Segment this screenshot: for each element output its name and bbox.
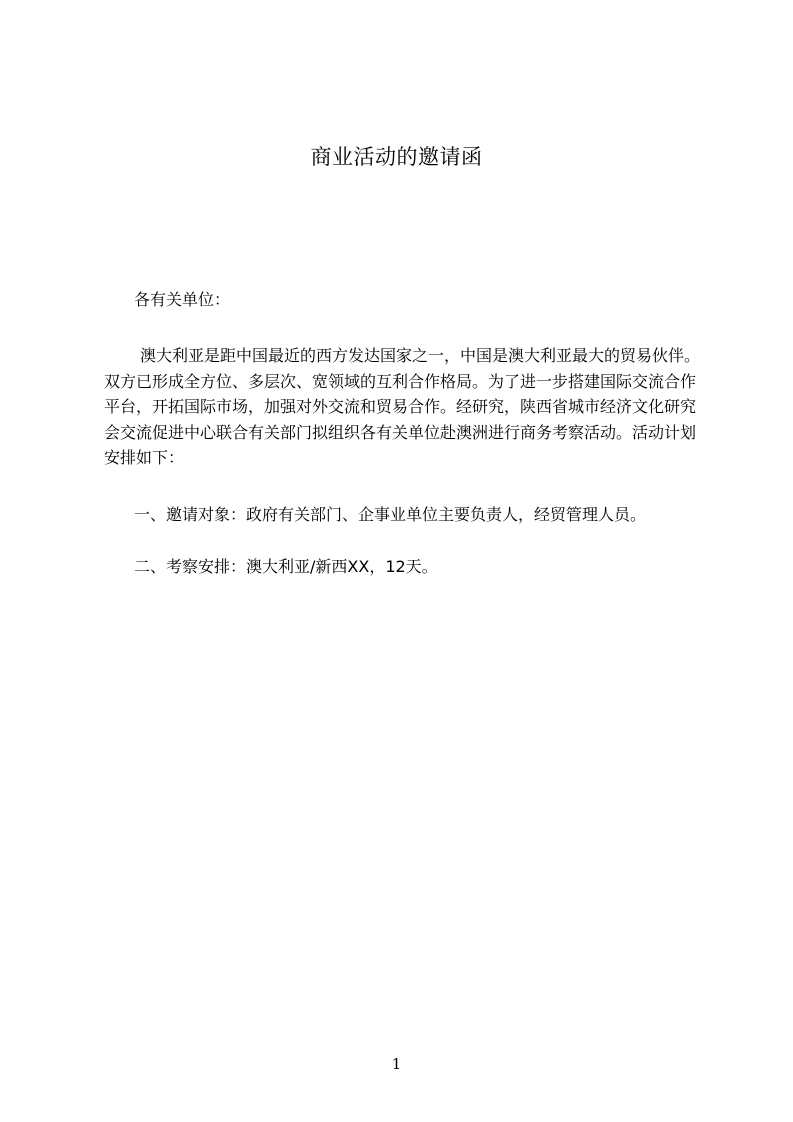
salutation: 各有关单位： <box>134 290 231 309</box>
body-line: 安排如下： <box>104 448 185 467</box>
page-title: 商业活动的邀请函 <box>310 145 483 169</box>
body-line: 平台，开拓国际市场，加强对外交流和贸易合作。经研究，陕西省城市经济文化研究 <box>104 397 697 416</box>
list-item-invitees: 一、邀请对象：政府有关部门、企事业单位主要负责人，经贸管理人员。 <box>134 505 647 524</box>
list-item-schedule: 二、考察安排：澳大利亚/新西XX，12天。 <box>134 557 438 576</box>
body-line: 双方已形成全方位、多层次、宽领域的互利合作格局。为了进一步搭建国际交流合作 <box>104 371 697 391</box>
body-line: 会交流促进中心联合有关部门拟组织各有关单位赴澳洲进行商务考察活动。活动计划 <box>104 422 697 442</box>
body-line: 澳大利亚是距中国最近的西方发达国家之一，中国是澳大利亚最大的贸易伙伴。 <box>140 346 701 365</box>
body-paragraph <box>104 343 701 471</box>
page-number: 1 <box>391 1055 402 1073</box>
